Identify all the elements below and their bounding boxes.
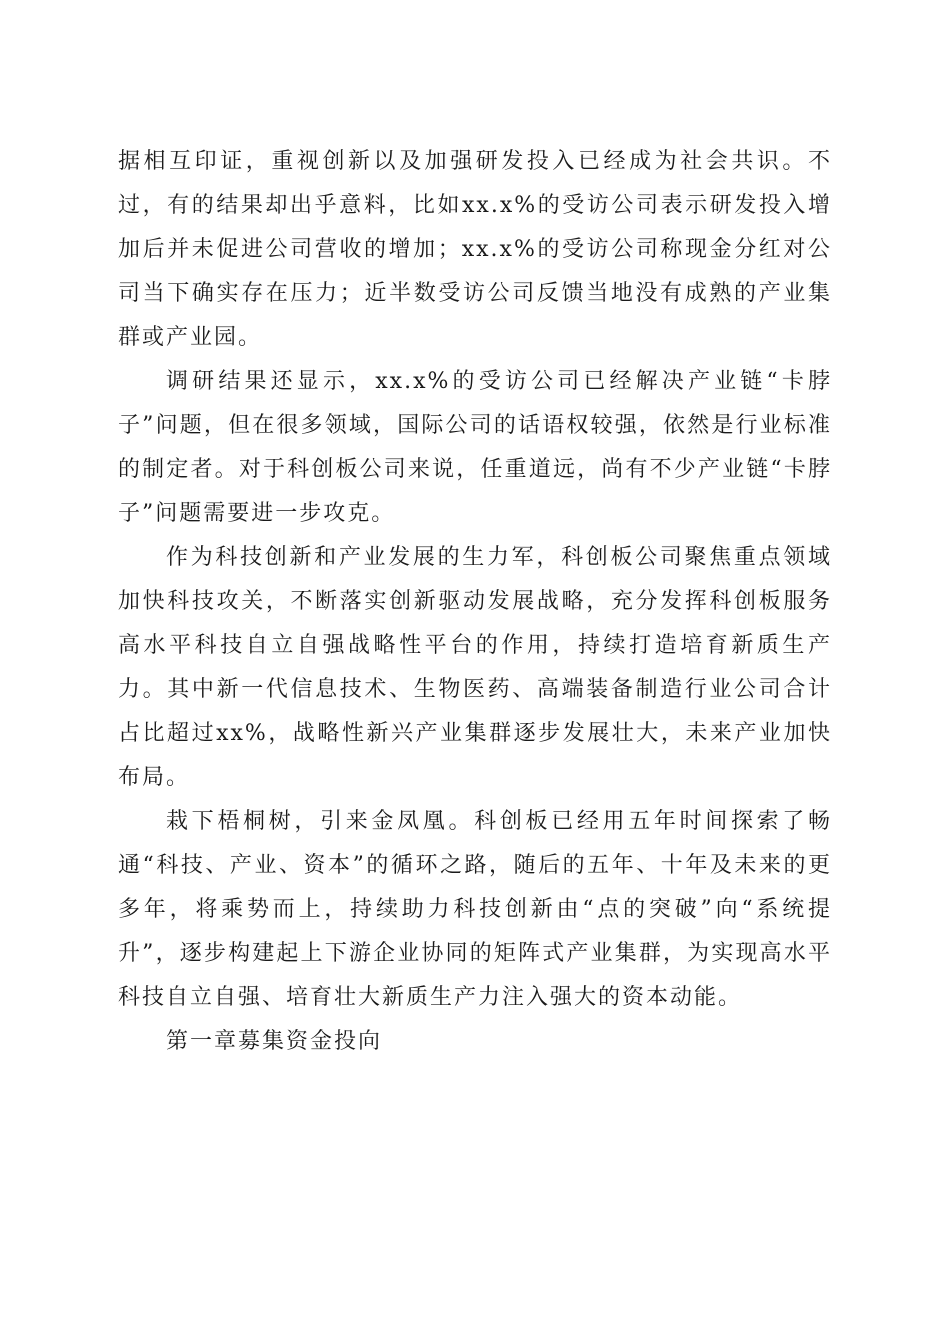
paragraph-4: 栽下梧桐树，引来金凤凰。科创板已经用五年时间探索了畅通“科技、产业、资本”的循环之路，随后的五年、十年及未来的更多年，将乘势而上，持续助力科技创新由“点的突破”向“系统提升”，逐步构建起上下游企业协同的矩阵式产业集群，为实现高水平科技自立自强、培育壮大新质生产力注入强大的资本动能。 [118,809,832,1010]
paragraph-2: 调研结果还显示，xx.x%的受访公司已经解决产业链“卡脖子”问题，但在很多领域，国际公司的话语权较强，依然是行业标准的制定者。对于科创板公司来说，任重道远，尚有不少产业链“卡脖子”问题需要进一步攻克。 [118,369,832,526]
document-page [118,140,832,1064]
paragraph-3: 作为科技创新和产业发展的生力军，科创板公司聚焦重点领域加快科技攻关，不断落实创新驱动发展战略，充分发挥科创板服务高水平科技自立自强战略性平台的作用，持续打造培育新质生产力。其中新一代信息技术、生物医药、高端装备制造行业公司合计占比超过xx%，战略性新兴产业集群逐步发展壮大，未来产业加快布局。 [118,545,832,790]
chapter-heading: 第一章募集资金投向 [166,1029,383,1054]
paragraph-1: 据相互印证，重视创新以及加强研发投入已经成为社会共识。不过，有的结果却出乎意料，比如xx.x%的受访公司表示研发投入增加后并未促进公司营收的增加；xx.x%的受访公司称现金分红对公司当下确实存在压力；近半数受访公司反馈当地没有成熟的产业集群或产业园。 [118,149,832,350]
